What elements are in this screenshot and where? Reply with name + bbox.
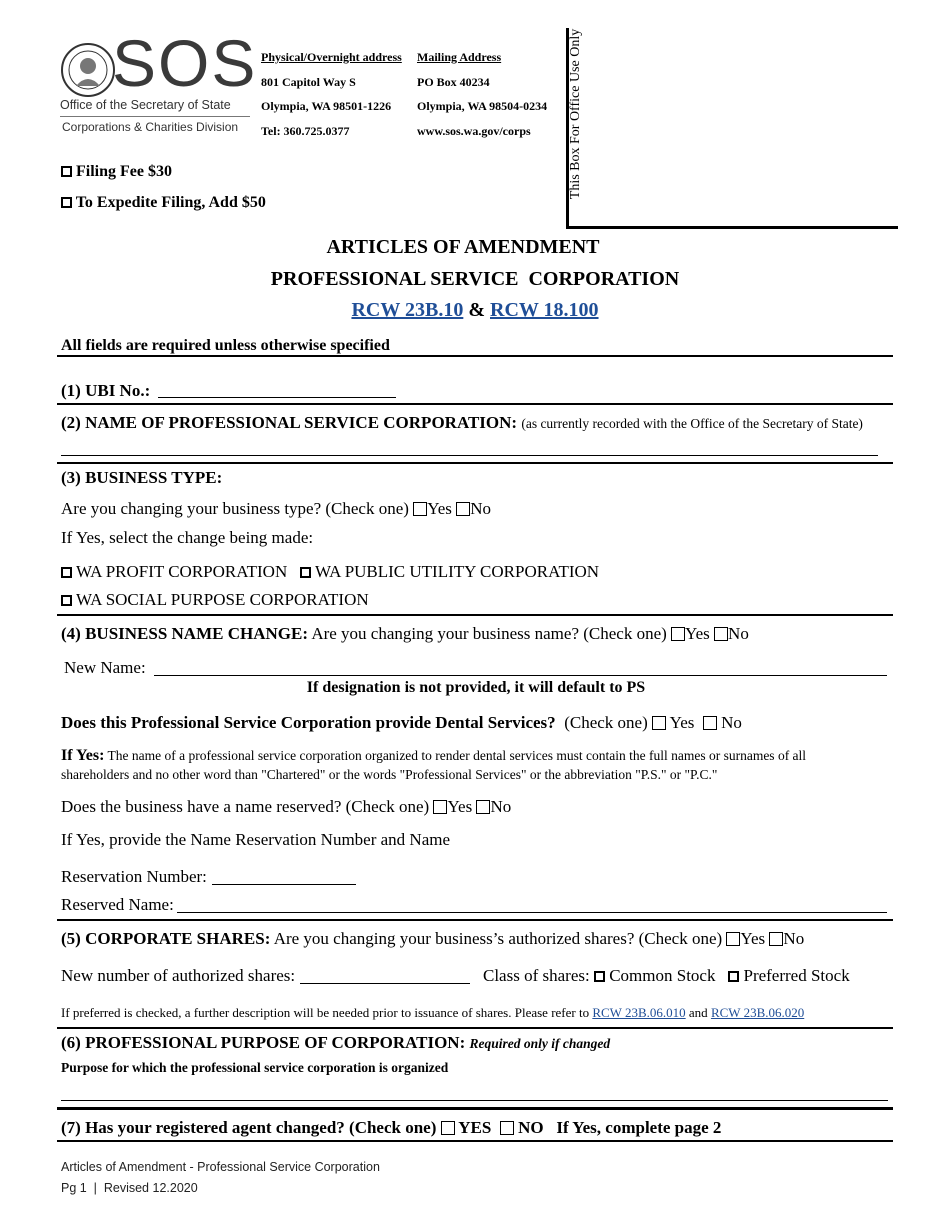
shares-yes-label: Yes xyxy=(740,929,766,948)
agent-yes-label: YES xyxy=(458,1118,492,1137)
logo-line2: Corporations & Charities Division xyxy=(62,120,239,134)
footer-title: Articles of Amendment - Professional Service Corporation xyxy=(61,1160,380,1174)
agent-row xyxy=(61,1118,721,1138)
share-class-label: Class of shares: xyxy=(483,966,590,985)
dental-check-one: (Check one) xyxy=(564,713,648,732)
sos-logo xyxy=(60,26,258,136)
purpose-description: Purpose for which the professional service corporation is organized xyxy=(61,1060,449,1075)
expedite-label: To Expedite Filing, Add $50 xyxy=(75,194,266,211)
required-note: All fields are required unless otherwise specified xyxy=(61,337,390,354)
dental-row xyxy=(61,713,742,733)
shares-label: (5) CORPORATE SHARES: xyxy=(61,929,271,948)
rcw-18100-link[interactable]: RCW 18.100 xyxy=(490,299,599,321)
business-type-label: (3) BUSINESS TYPE: xyxy=(61,468,223,487)
corp-name-note: (as currently recorded with the Office of the Secretary of State) xyxy=(521,416,863,431)
name-change-yes-label: Yes xyxy=(685,624,710,643)
wa-social-purpose-checkbox[interactable] xyxy=(61,595,72,606)
wa-profit-checkbox[interactable] xyxy=(61,567,72,578)
common-stock-label: Common Stock xyxy=(609,966,716,985)
dental-note-text1: The name of a professional service corporation organized to render dental services must contain the full names or surnames of all xyxy=(107,748,807,763)
common-stock-checkbox[interactable] xyxy=(594,971,605,982)
name-change-question: Are you changing your business name? (Check one) xyxy=(311,624,667,643)
reserved-no-label: No xyxy=(490,797,512,816)
agent-no-label: NO xyxy=(518,1118,544,1137)
filing-fee-label: Filing Fee $30 xyxy=(76,163,172,180)
business-type-no-checkbox[interactable] xyxy=(456,502,470,516)
dental-no-label: No xyxy=(721,713,742,732)
physical-city: Olympia, WA 98501-1226 xyxy=(261,99,392,113)
corp-name-row xyxy=(61,413,863,433)
footer-page: Pg 1 | Revised 12.2020 xyxy=(61,1181,198,1195)
corp-name-label: (2) NAME OF PROFESSIONAL SERVICE CORPORATION: xyxy=(61,413,518,432)
new-shares-label: New number of authorized shares: xyxy=(61,966,296,985)
office-use-label: This Box For Office Use Only xyxy=(568,28,583,200)
ubi-label: (1) UBI No.: xyxy=(61,381,151,400)
dental-note-if-yes: If Yes: xyxy=(61,747,105,764)
office-use-box xyxy=(566,28,898,229)
wa-social-purpose-label: WA SOCIAL PURPOSE CORPORATION xyxy=(75,590,369,609)
logo-line1: Office of the Secretary of State xyxy=(60,98,231,112)
physical-street: 801 Capitol Way S xyxy=(261,74,356,89)
preferred-note-and: and xyxy=(688,1005,708,1020)
physical-address xyxy=(261,45,402,143)
dental-note-text2: shareholders and no other word than "Chartered" or the words "Professional Services" or the abbreviation "P.S." or "P.C." xyxy=(61,767,718,782)
agent-yes-checkbox[interactable] xyxy=(441,1121,455,1135)
rcw-23b10-link[interactable]: RCW 23B.10 xyxy=(351,299,464,321)
business-type-options-row2 xyxy=(61,590,369,610)
designation-note: If designation is not provided, it will default to PS xyxy=(306,679,646,696)
title-ampersand: & xyxy=(468,299,485,321)
shares-row xyxy=(61,929,804,949)
share-class-row xyxy=(483,966,850,986)
expedite-option[interactable] xyxy=(61,194,266,212)
shares-no-label: No xyxy=(783,929,805,948)
state-seal-icon xyxy=(60,42,116,98)
purpose-input[interactable] xyxy=(61,1100,888,1101)
ubi-input[interactable] xyxy=(158,397,396,398)
mailing-city: Olympia, WA 98504-0234 xyxy=(417,99,548,113)
title-line1: ARTICLES OF AMENDMENT xyxy=(326,236,600,258)
reserved-info: If Yes, provide the Name Reservation Number and Name xyxy=(61,830,451,849)
rcw-23b06020-link[interactable]: RCW 23B.06.020 xyxy=(710,1005,805,1020)
wa-profit-label: WA PROFIT CORPORATION xyxy=(75,562,288,581)
preferred-stock-checkbox[interactable] xyxy=(728,971,739,982)
shares-no-checkbox[interactable] xyxy=(769,932,783,946)
reserved-yes-checkbox[interactable] xyxy=(433,800,447,814)
mailing-address xyxy=(417,45,547,143)
dental-yes-checkbox[interactable] xyxy=(652,716,666,730)
reserved-row xyxy=(61,797,511,817)
rcw-23b06010-link[interactable]: RCW 23B.06.010 xyxy=(592,1005,686,1020)
new-name-label: New Name: xyxy=(64,658,146,677)
business-type-yes-label: Yes xyxy=(427,499,452,518)
business-type-if-yes: If Yes, select the change being made: xyxy=(61,528,314,547)
business-type-question xyxy=(61,499,491,519)
business-type-options-row1 xyxy=(61,562,599,582)
filing-fee-option[interactable] xyxy=(61,163,172,181)
name-change-yes-checkbox[interactable] xyxy=(671,627,685,641)
reserved-question: Does the business have a name reserved? (Check one) xyxy=(61,797,430,816)
name-change-row xyxy=(61,624,749,644)
title-line2: PROFESSIONAL SERVICE CORPORATION xyxy=(270,268,680,290)
dental-question: Does this Professional Service Corporation provide Dental Services? xyxy=(61,713,556,732)
dental-no-checkbox[interactable] xyxy=(703,716,717,730)
website: www.sos.wa.gov/corps xyxy=(417,123,531,138)
reserved-name-label: Reserved Name: xyxy=(61,895,174,914)
preferred-note xyxy=(61,1005,804,1021)
preferred-note-text: If preferred is checked, a further description will be needed prior to issuance of shares. Please refer to xyxy=(61,1005,590,1020)
purpose-required-note: Required only if changed xyxy=(469,1036,611,1051)
reservation-number-label: Reservation Number: xyxy=(61,867,207,886)
corp-name-input[interactable] xyxy=(61,455,878,456)
filing-fee-checkbox[interactable] xyxy=(61,166,72,177)
agent-question: (7) Has your registered agent changed? (Check one) xyxy=(61,1118,437,1137)
purpose-row xyxy=(61,1033,610,1053)
shares-question: Are you changing your business’s authorized shares? (Check one) xyxy=(273,929,723,948)
wa-public-utility-label: WA PUBLIC UTILITY CORPORATION xyxy=(314,562,600,581)
reservation-number-input[interactable] xyxy=(212,884,356,885)
shares-yes-checkbox[interactable] xyxy=(726,932,740,946)
reserved-no-checkbox[interactable] xyxy=(476,800,490,814)
mailing-box: PO Box 40234 xyxy=(417,74,490,89)
mailing-address-heading: Mailing Address xyxy=(417,50,502,64)
expedite-checkbox[interactable] xyxy=(61,197,72,208)
preferred-stock-label: Preferred Stock xyxy=(743,966,850,985)
name-change-no-label: No xyxy=(728,624,749,643)
reserved-name-input[interactable] xyxy=(177,912,887,913)
business-type-no-label: No xyxy=(470,499,491,518)
logo-acronym: SOS xyxy=(112,26,258,100)
telephone: Tel: 360.725.0377 xyxy=(261,123,350,138)
title-rcw xyxy=(0,299,950,322)
name-change-label: (4) BUSINESS NAME CHANGE: xyxy=(61,624,308,643)
new-shares-input[interactable] xyxy=(300,983,470,984)
business-type-yes-checkbox[interactable] xyxy=(413,502,427,516)
physical-address-heading: Physical/Overnight address xyxy=(261,50,402,64)
wa-public-utility-checkbox[interactable] xyxy=(300,567,311,578)
dental-yes-label: Yes xyxy=(669,713,695,732)
agent-page2-note: If Yes, complete page 2 xyxy=(556,1118,722,1137)
reserved-yes-label: Yes xyxy=(447,797,473,816)
dental-note xyxy=(61,746,806,784)
new-name-input[interactable] xyxy=(154,675,887,676)
agent-no-checkbox[interactable] xyxy=(500,1121,514,1135)
name-change-no-checkbox[interactable] xyxy=(714,627,728,641)
purpose-label: (6) PROFESSIONAL PURPOSE OF CORPORATION: xyxy=(61,1033,466,1052)
business-type-question-text: Are you changing your business type? (Check one) xyxy=(61,499,409,518)
